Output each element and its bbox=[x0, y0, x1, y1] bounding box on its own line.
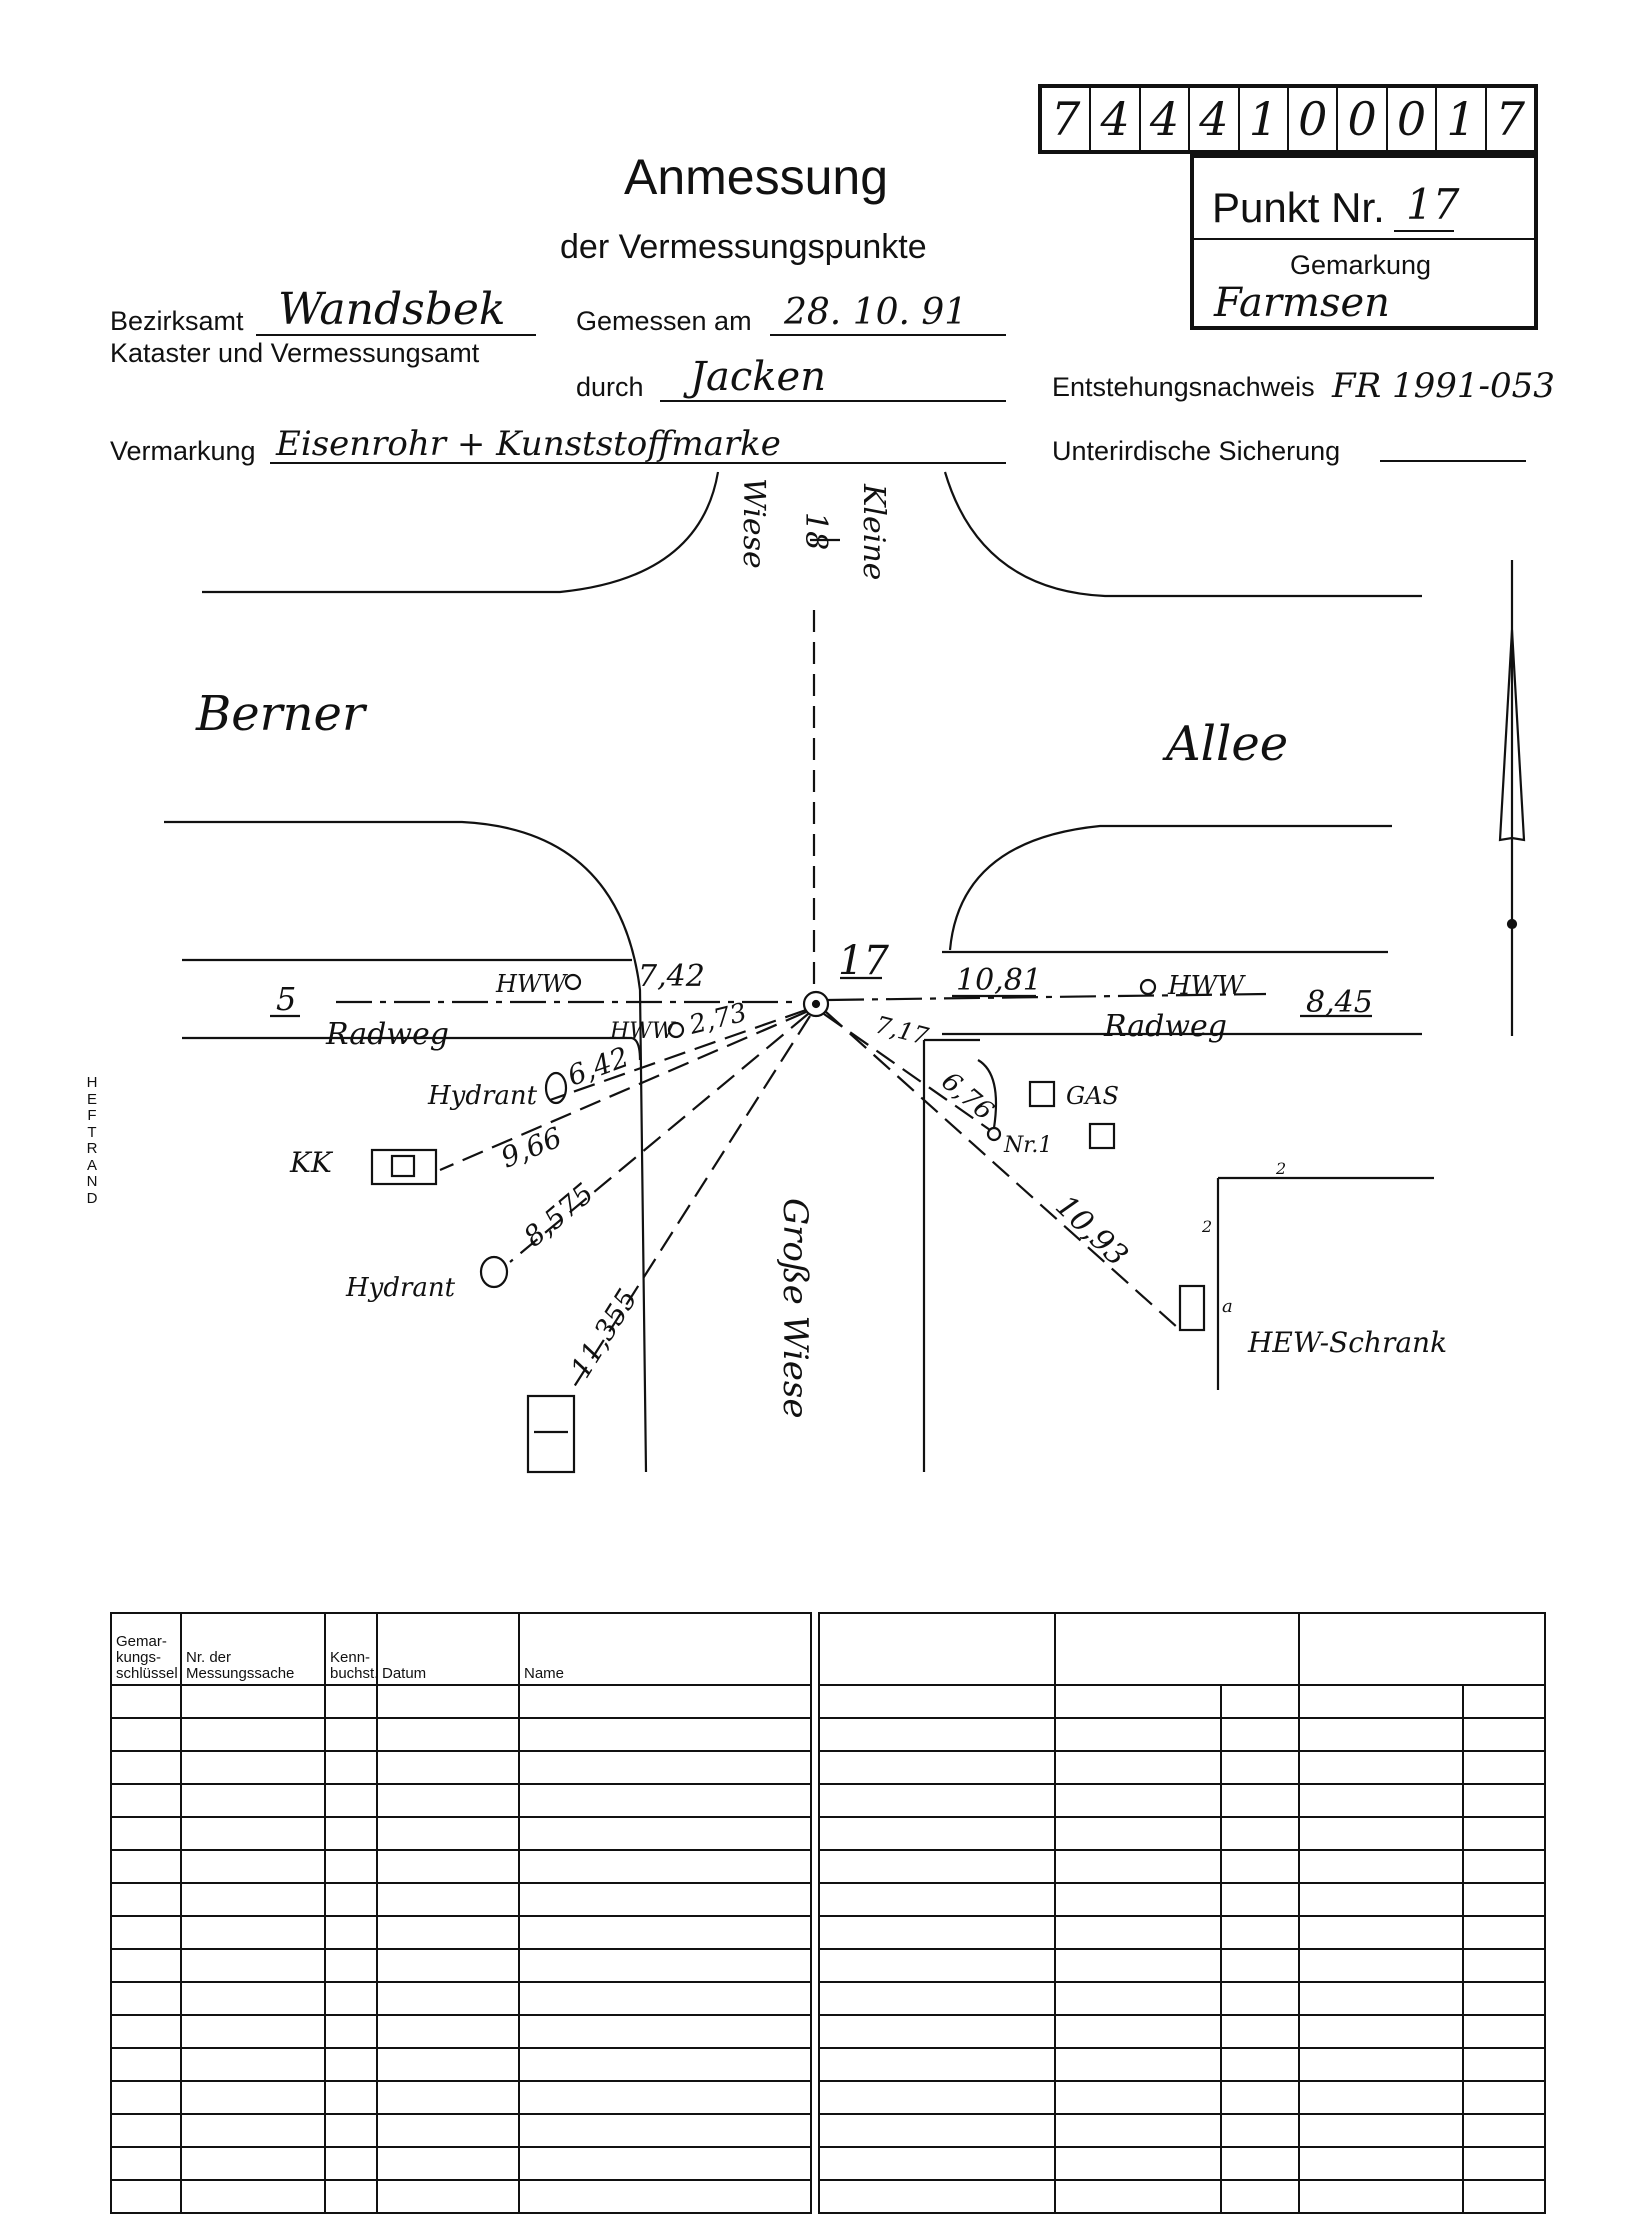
dist-1093: 10,93 bbox=[1048, 1188, 1135, 1274]
table-row bbox=[111, 1949, 811, 1982]
id-digit: 7 bbox=[1042, 88, 1091, 150]
table-row bbox=[819, 1916, 1545, 1949]
table-row bbox=[111, 1883, 811, 1916]
table-row bbox=[819, 2015, 1545, 2048]
table-row bbox=[819, 1718, 1545, 1751]
parcel-number: 2 bbox=[1202, 1217, 1213, 1236]
nr1-marker bbox=[988, 1128, 1000, 1140]
table-row bbox=[819, 1883, 1545, 1916]
street-label-right: Allee bbox=[1166, 716, 1289, 772]
street-curb bbox=[950, 826, 1392, 950]
street-label-wiese: Wiese bbox=[736, 478, 771, 569]
dist-845: 8,45 bbox=[1306, 985, 1373, 1020]
vermarkung-label: Vermarkung bbox=[110, 436, 256, 466]
gemarkung-label: Gemarkung bbox=[1290, 250, 1432, 280]
col-header: Nr. der Messungssache bbox=[181, 1613, 325, 1685]
street-label-left: Berner bbox=[196, 686, 365, 742]
table-row bbox=[111, 2015, 811, 2048]
bezirksamt-value: Wandsbek bbox=[278, 284, 506, 335]
id-digit: 4 bbox=[1190, 88, 1239, 150]
hww-label: HWW bbox=[496, 970, 567, 998]
id-digit: 7 bbox=[1495, 92, 1525, 146]
register-table-right bbox=[818, 1612, 1546, 2214]
table-row bbox=[111, 1817, 811, 1850]
radweg-label-left: Radweg bbox=[326, 1017, 450, 1052]
dist-642: 6,42 bbox=[563, 1040, 633, 1093]
punkt-label: Punkt Nr. bbox=[1212, 184, 1385, 231]
id-digit: 1 bbox=[1240, 88, 1289, 150]
id-digit: 0 bbox=[1289, 88, 1338, 150]
dist-11355: 11,355 bbox=[563, 1283, 644, 1384]
col-header bbox=[819, 1613, 1055, 1685]
table-row bbox=[111, 1916, 811, 1949]
radweg-label-right: Radweg bbox=[1104, 1009, 1228, 1044]
table-row bbox=[819, 1685, 1545, 1718]
table-row bbox=[819, 2147, 1545, 2180]
table-row bbox=[819, 1817, 1545, 1850]
hydrant-symbol bbox=[481, 1257, 507, 1287]
dist-8575: 8,575 bbox=[517, 1176, 600, 1254]
gas-box bbox=[1030, 1082, 1054, 1106]
id-digit: 4 bbox=[1091, 88, 1140, 150]
dist-1081: 10,81 bbox=[956, 963, 1042, 998]
table-row bbox=[819, 1949, 1545, 1982]
hydrant-label: Hydrant bbox=[428, 1081, 538, 1111]
street-curb bbox=[202, 472, 718, 592]
table-row bbox=[819, 1784, 1545, 1817]
col-header: Name bbox=[519, 1613, 811, 1685]
hydrant-label: Hydrant bbox=[346, 1273, 456, 1303]
id-digit: 0 bbox=[1338, 88, 1387, 150]
col-header: Kenn-buchst. bbox=[325, 1613, 377, 1685]
table-row bbox=[111, 2180, 811, 2213]
gemessen-label: Gemessen am bbox=[576, 306, 752, 336]
table-row bbox=[819, 1751, 1545, 1784]
heftrand-label: H E F T R A N D bbox=[86, 1074, 98, 1207]
vermarkung-value: Eisenrohr + Kunststoffmarke bbox=[276, 424, 781, 464]
hww-marker bbox=[566, 975, 580, 989]
nr1-label: Nr.1 bbox=[1004, 1133, 1053, 1158]
table-row bbox=[111, 2114, 811, 2147]
gas-box bbox=[1090, 1124, 1114, 1148]
table-row bbox=[819, 1850, 1545, 1883]
page-title: Anmessung bbox=[624, 149, 889, 205]
hww-marker bbox=[1141, 980, 1155, 994]
table-row bbox=[111, 2048, 811, 2081]
table-row bbox=[111, 1685, 811, 1718]
parcel-number: 2 bbox=[1276, 1159, 1287, 1178]
table-row bbox=[111, 1718, 811, 1751]
parcel-number: a bbox=[1222, 1296, 1233, 1317]
table-row bbox=[819, 2081, 1545, 2114]
id-digit: 4 bbox=[1141, 88, 1190, 150]
cabinet-box bbox=[528, 1396, 574, 1472]
table-row bbox=[819, 2180, 1545, 2213]
gemarkung-value: Farmsen bbox=[1214, 280, 1390, 326]
gas-label: GAS bbox=[1066, 1082, 1119, 1110]
table-row bbox=[111, 1850, 811, 1883]
col-header bbox=[1055, 1613, 1299, 1685]
bezirksamt-label: Bezirksamt bbox=[110, 306, 244, 336]
unterirdisch-label: Unterirdische Sicherung bbox=[1052, 436, 1341, 466]
table-row bbox=[111, 1784, 811, 1817]
table-row bbox=[111, 2147, 811, 2180]
street-label-kleine: Kleine bbox=[856, 484, 891, 581]
durch-value: Jacken bbox=[690, 354, 826, 400]
street-curb bbox=[164, 822, 646, 1472]
dist-742: 7,42 bbox=[638, 959, 705, 994]
table-row bbox=[111, 1982, 811, 2015]
col-header bbox=[1299, 1613, 1545, 1685]
id-digit: 0 bbox=[1388, 88, 1437, 150]
dist-5: 5 bbox=[276, 980, 297, 1018]
table-row bbox=[819, 1982, 1545, 2015]
kk-label: KK bbox=[290, 1146, 332, 1179]
durch-label: durch bbox=[576, 372, 644, 402]
hew-box bbox=[1180, 1286, 1204, 1330]
dist-966: 9,66 bbox=[496, 1120, 567, 1175]
id-digit: 1 bbox=[1437, 88, 1486, 150]
entstehung-value: FR 1991-053 bbox=[1332, 366, 1555, 406]
table-row bbox=[819, 2048, 1545, 2081]
kataster-label: Kataster und Vermessungsamt bbox=[110, 338, 480, 368]
street-label-bottom: Große Wiese bbox=[775, 1198, 815, 1419]
punkt-value: 17 bbox=[1406, 180, 1460, 229]
dist-676: 6,76 bbox=[935, 1066, 1000, 1127]
col-header: Datum bbox=[377, 1613, 519, 1685]
dist-717: 7,17 bbox=[872, 1010, 932, 1051]
page-subtitle: der Vermessungspunkte bbox=[560, 228, 927, 266]
street-label-18: 18 bbox=[798, 512, 833, 551]
point-number: 17 bbox=[838, 938, 889, 984]
hew-label: HEW-Schrank bbox=[1248, 1326, 1448, 1359]
table-row bbox=[819, 2114, 1545, 2147]
dist-273: 2,73 bbox=[686, 997, 750, 1041]
gemessen-value: 28. 10. 91 bbox=[784, 292, 968, 333]
street-curb bbox=[945, 472, 1422, 596]
hww-label: HWW bbox=[1168, 971, 1245, 1001]
measure-ray bbox=[826, 1012, 1178, 1328]
register-table-left bbox=[110, 1612, 812, 2214]
hww-label: HWW bbox=[610, 1019, 675, 1044]
table-row bbox=[111, 1751, 811, 1784]
col-header: Gemar-kungs-schlüssel bbox=[111, 1613, 181, 1685]
table-row bbox=[111, 2081, 811, 2114]
entstehung-label: Entstehungsnachweis bbox=[1052, 372, 1315, 402]
